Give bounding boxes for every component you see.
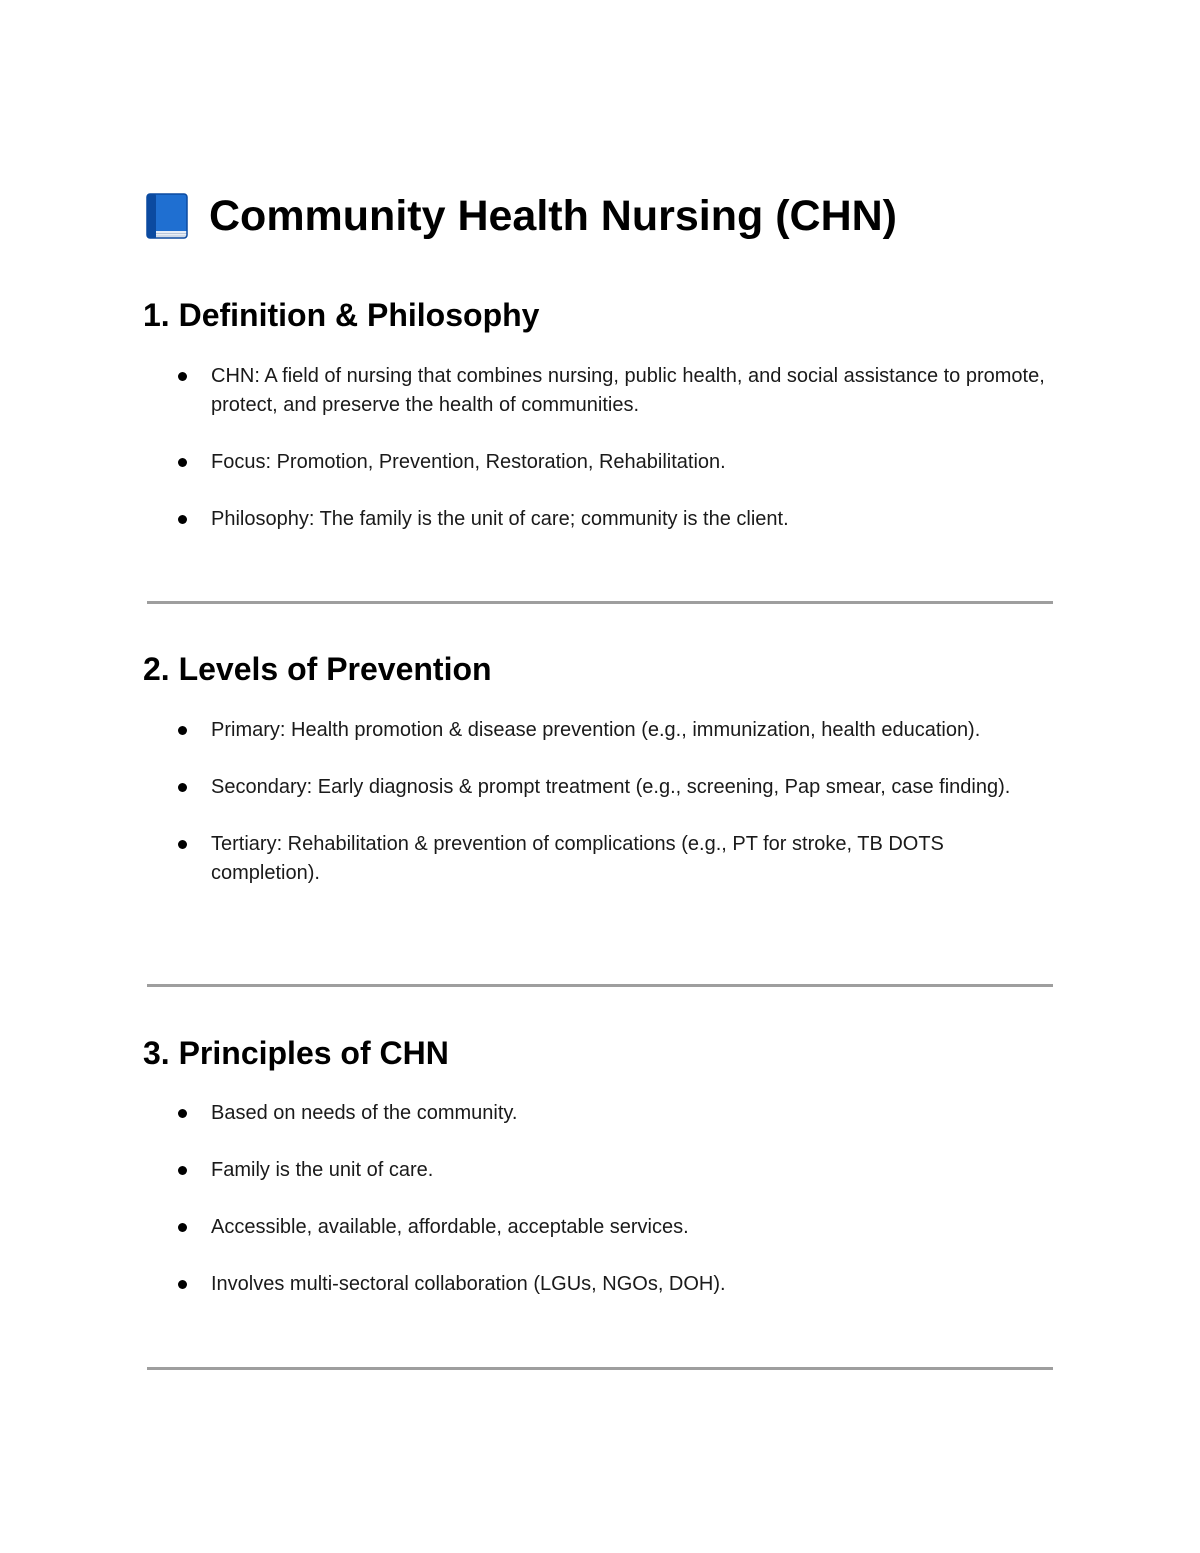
bullet-icon: [178, 1223, 187, 1232]
bullet-icon: [178, 372, 187, 381]
section-heading-prevention: 2. Levels of Prevention: [143, 651, 492, 687]
bullet-icon: [178, 1280, 187, 1289]
section-divider: [147, 601, 1053, 604]
list-item: Based on needs of the community.: [211, 1099, 1051, 1128]
section-heading-principles: 3. Principles of CHN: [143, 1035, 449, 1071]
section-list-definition: [211, 362, 1051, 562]
list-item: CHN: A field of nursing that combines nursing, public health, and social assistance to promote, protect, and preserve the health of communities.: [211, 362, 1051, 420]
list-item: Accessible, available, affordable, acceptable services.: [211, 1213, 1051, 1242]
bullet-icon: [178, 458, 187, 467]
section-heading-definition: 1. Definition & Philosophy: [143, 297, 540, 333]
section-divider: [147, 1367, 1053, 1370]
list-item: Primary: Health promotion & disease prevention (e.g., immunization, health education).: [211, 716, 1051, 745]
section-list-prevention: [211, 716, 1051, 916]
list-item: Involves multi-sectoral collaboration (LGUs, NGOs, DOH).: [211, 1270, 1051, 1299]
list-item: Family is the unit of care.: [211, 1156, 1051, 1185]
bullet-icon: [178, 1109, 187, 1118]
bullet-icon: [178, 515, 187, 524]
bullet-icon: [178, 840, 187, 849]
document-title-text: Community Health Nursing (CHN): [209, 192, 897, 240]
bullet-icon: [178, 726, 187, 735]
list-item: Philosophy: The family is the unit of care; community is the client.: [211, 505, 1051, 534]
bullet-icon: [178, 783, 187, 792]
list-item: Tertiary: Rehabilitation & prevention of complications (e.g., PT for stroke, TB DOTS completion).: [211, 830, 1051, 888]
bullet-icon: [178, 1166, 187, 1175]
list-item: Focus: Promotion, Prevention, Restoration, Rehabilitation.: [211, 448, 1051, 477]
section-divider: [147, 984, 1053, 987]
section-list-principles: [211, 1099, 1051, 1327]
blue-book-icon: [143, 191, 191, 241]
document-title: [143, 186, 897, 246]
list-item: Secondary: Early diagnosis & prompt treatment (e.g., screening, Pap smear, case finding).: [211, 773, 1051, 802]
